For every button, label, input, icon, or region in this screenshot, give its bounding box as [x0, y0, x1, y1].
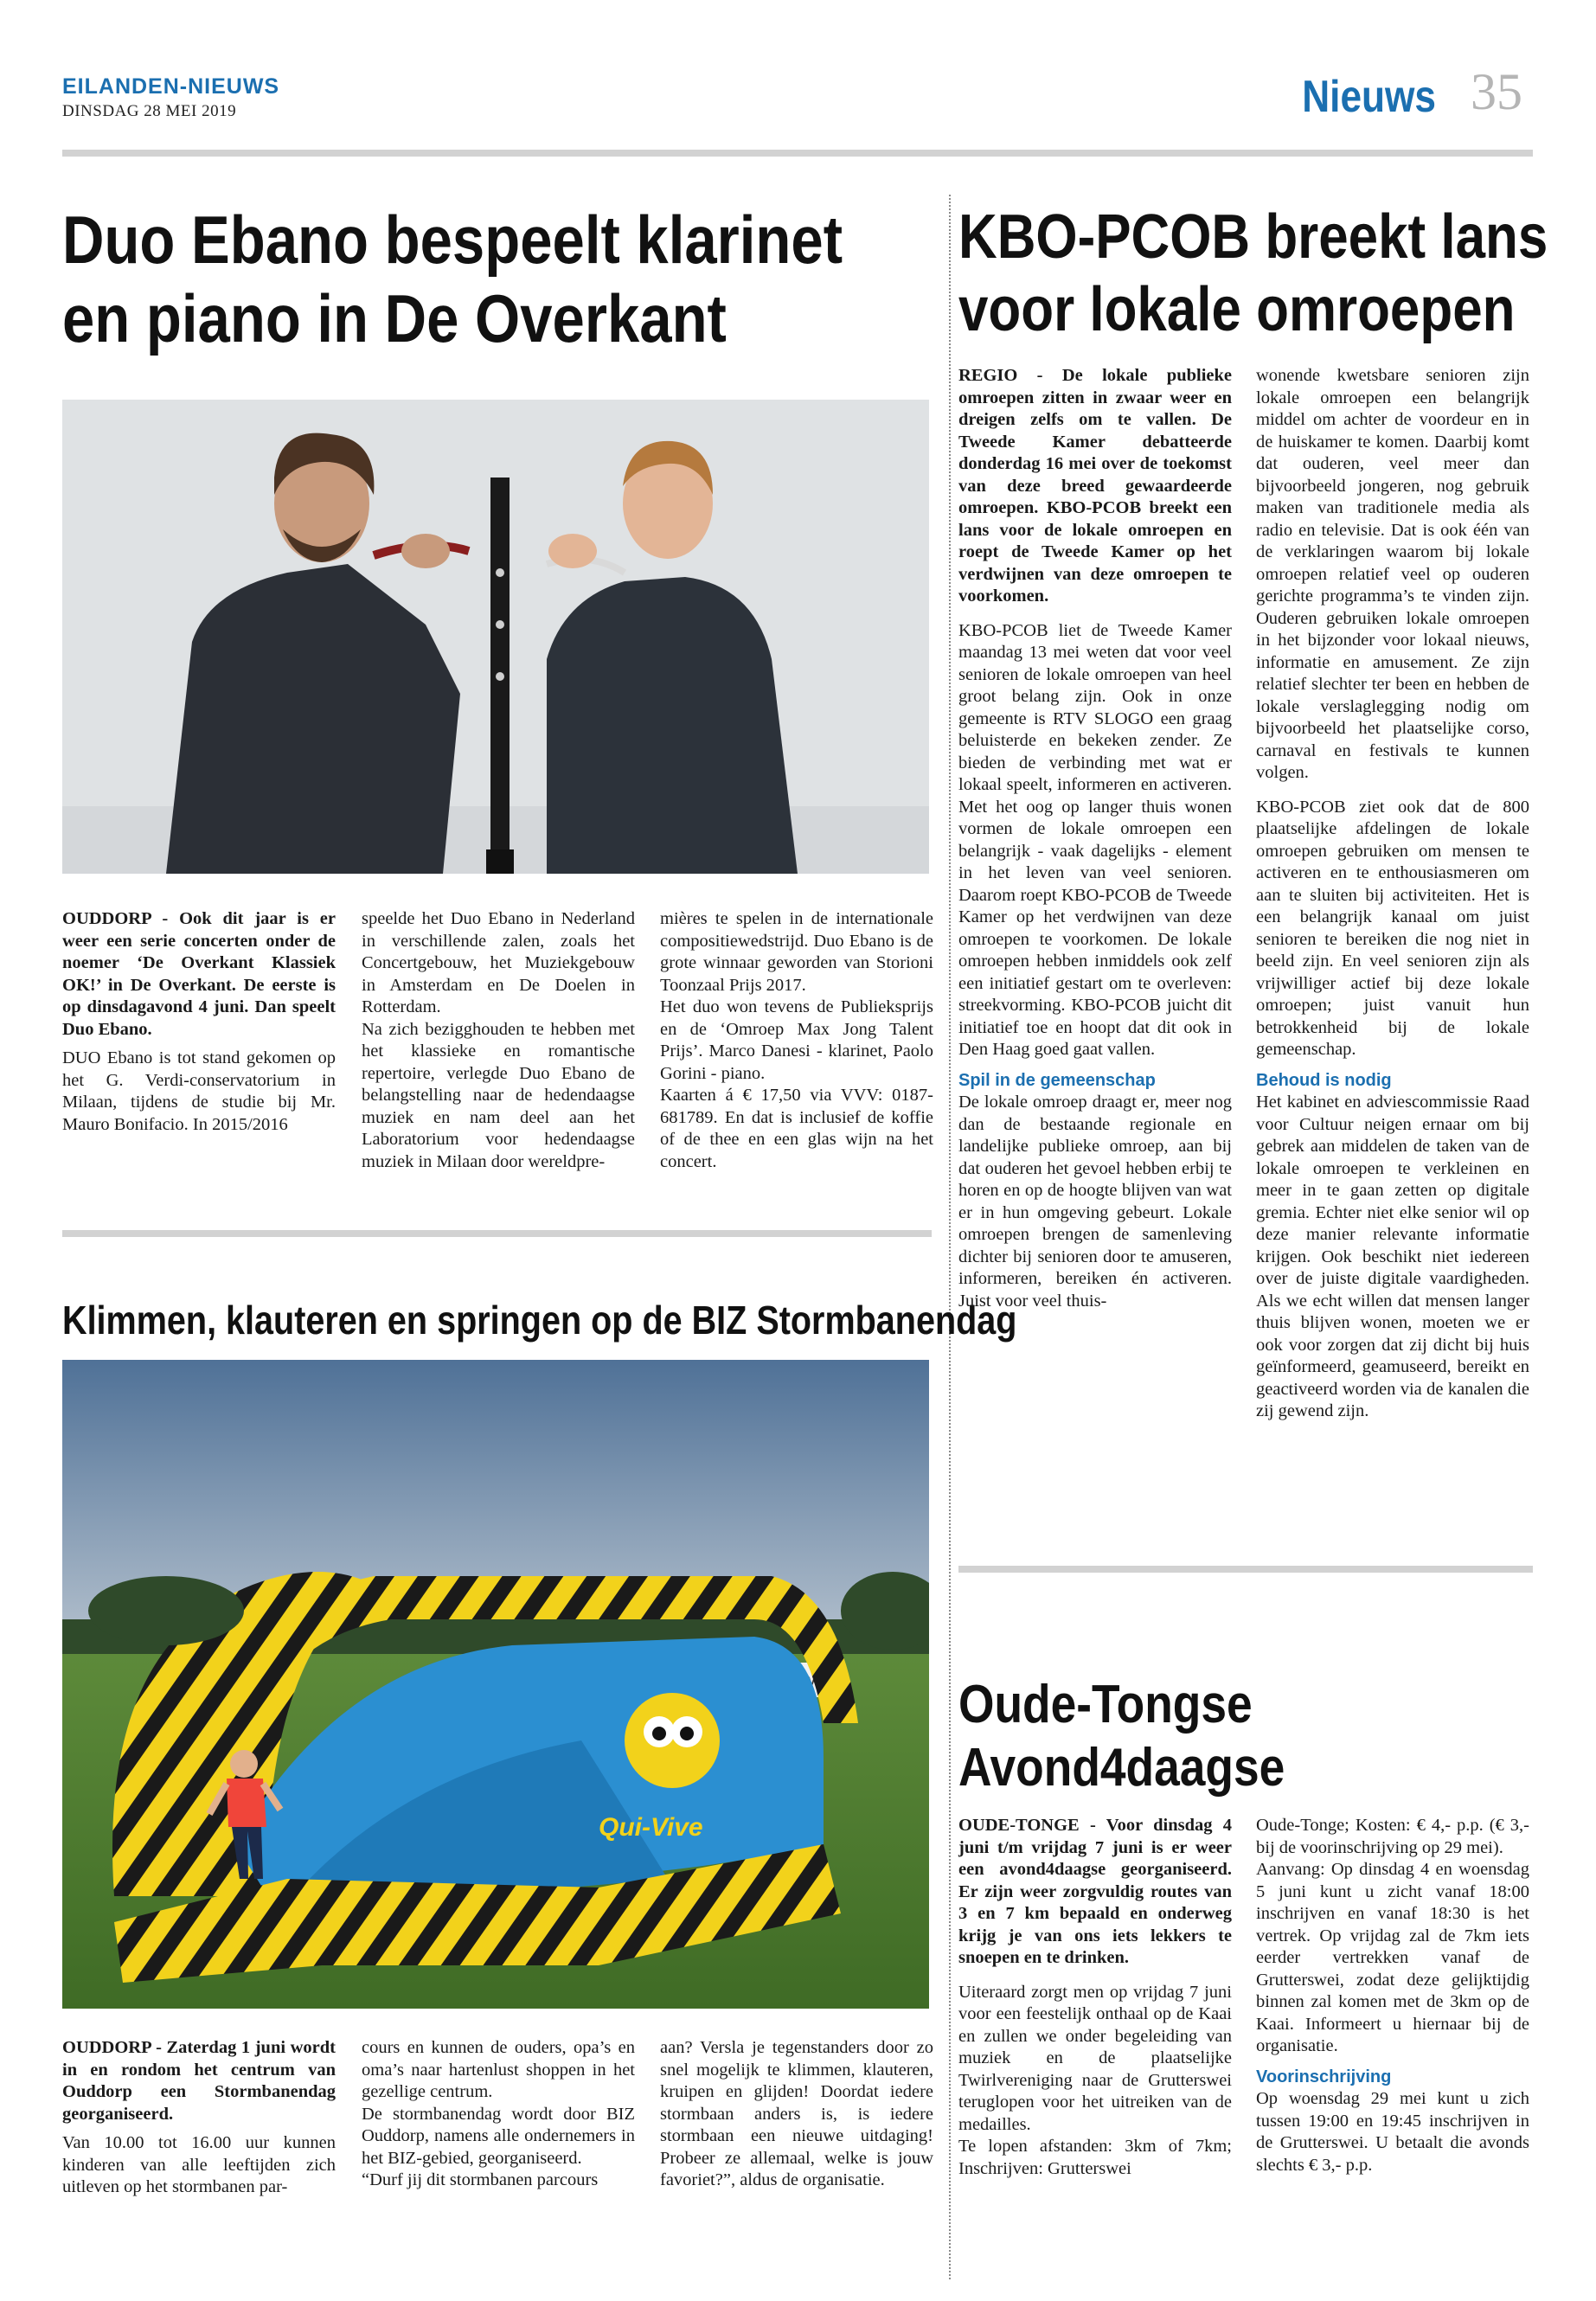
article4-body-col2-p2: Aanvang: Op dinsdag 4 en woensdag 5 juni kunt u zicht vanaf 18:00 inschrijven en vanaf 18:30 is het vertrek. Op vrijdag zal de 7km iets eerder vertrekken vanaf de Grutterswei, zodat deze gelijktijdig binnen zal komen met de 3km op de Kaai. Informeert u hiernaar bij de organisatie. [1256, 1860, 1529, 2055]
article3-lead: REGIO - De lokale publieke omroepen zitten in zwaar weer en dreigen zelfs om te vallen. De Tweede Kamer debatteerde donderdag 16 mei over de toekomst van deze breed gewaardeerde omroepen. KBO-PCOB breekt een lans voor de lokale omroepen en roept de Tweede Kamer op het verdwijnen van deze omroepen te voorkomen. [958, 366, 1232, 606]
article2-column2 [362, 2037, 635, 2199]
article3-body-col2-p2: KBO-PCOB ziet ook dat de 800 plaatselijke afdelingen de lokale omroepen gebruiken om mensen te activeren en te enthousiasmeren om aan te sluiten bij activiteiten. Het is een belangrijk kanaal om juist senioren te bereiken die nog niet in beeld zijn. En veel senioren zijn als vrijwilliger actief bij deze lokale omroepen; juist vanuit hun betrokkenheid bij de lokale gemeenschap. [1256, 797, 1529, 1059]
article2-body-col1: Van 10.00 tot 16.00 uur kunnen kinderen van alle leeftijden zich uitleven op het stormbanen par- [62, 2133, 336, 2196]
article4-body-col2-p1: Oude-Tonge; Kosten: € 4,- p.p. (€ 3,- bij de voorinschrijving op 29 mei). [1256, 1816, 1529, 1857]
masthead: EILANDEN-NIEUWS [62, 74, 280, 99]
article3-body-col1-p2: De lokale omroep draagt er, meer nog dan de bestaande regionale en landelijke publieke omroep, aan bij dat ouderen het gevoel hebben erbij te horen en op de hoogte blijven van wat er in hun omgeving gebeurt. Lokale omroepen brengen de samenleving dichter bij senioren door te amuseren, informeren, bereiken én activeren. Juist voor veel thuis- [958, 1093, 1232, 1311]
article3-subhead-spil: Spil in de gemeenschap [958, 1070, 1156, 1090]
article-divider [62, 1230, 932, 1237]
article2-body-col2-p1: cours en kunnen de ouders, opa’s en oma’s naar hartenlust shoppen in het gezellige centrum. [362, 2038, 635, 2101]
article3-body-col2-p3: Het kabinet en adviescommissie Raad voor Cultuur neigen ernaar om bij gebrek aan middelen de taken van de lokale omroepen te verkleinen en meer in te gaan zetten op digitale gremia. Echter niet elke senior wil op deze manier relevante informatie krijgen. Ook beschikt niet iedereen over de juiste digitale vaardigheden. Als we echt willen dat mensen langer thuis blijven wonen, moeten we er ook voor zorgen dat zij dicht bij huis geïnformeerd, geamuseerd, bereikt en geactiveerd worden via de kanalen die zij gewend zijn. [1256, 1093, 1529, 1420]
article1-column2 [362, 908, 635, 1180]
section-title: Nieuws [1302, 72, 1436, 122]
article4-column1 [958, 1815, 1232, 2187]
article1-headline [62, 201, 843, 359]
article4-subhead-voorinschrijving: Voorinschrijving [1256, 2067, 1392, 2086]
article2-headline: Klimmen, klauteren en springen op de BIZ Stormbanendag [62, 1298, 1017, 1343]
article1-body-col3-p3: Kaarten á € 17,50 via VVV: 0187-681789. En dat is inclusief de koffie of de thee en een glas wijn na het concert. [660, 1086, 933, 1171]
article4-headline-line1: Oude-Tongse [958, 1675, 1253, 1734]
article4-lead: OUDE-TONGE - Voor dinsdag 4 juni t/m vrijdag 7 juni is er weer een avond4daagse georganiseerd. Er zijn weer zorgvuldig routes van 3 en 7 km bepaald en onderweg krijg je van ons iets lekkers te snoepen en te drinken. [958, 1816, 1232, 1967]
article2-body-col2-p2: De stormbanendag wordt door BIZ Ouddorp, namens alle ondernemers in het BIZ-gebied, georganiseerd. [362, 2104, 635, 2168]
page-number: 35 [1471, 63, 1522, 120]
article3-body-col2-p1: wonende kwetsbare senioren zijn lokale omroepen een belangrijk middel om achter de voordeur en in de huiskamer te komen. Daarbij komt dat ouderen, veel meer dan bijvoorbeeld jongeren, nog gebruik maken van traditionele media als radio en televisie. Dat is ook één van de verklaringen waarom bij lokale omroepen relatief veel op ouderen gerichte programma’s te vinden zijn. Ouderen gebruiken lokale omroepen in het bijzonder voor lokaal nieuws, informatie en amusement. Ze zijn relatief slechter ter been en hebben de lokale verslaglegging nodig om bijvoorbeeld het plaatselijke corso, carnaval en festivals te kunnen volgen. [1256, 366, 1529, 782]
stormbaan-photo [62, 1360, 929, 2009]
article3-body-col1-p1: KBO-PCOB liet de Tweede Kamer maandag 13 mei weten dat voor veel senioren de lokale omroepen van heel groot belang zijn. Ook in onze gemeente is RTV SLOGO een graag beluisterde en bekeken zender. Ze bieden de verbinding met wat er lokaal speelt, informeren en activeren. Met het oog op langer thuis wonen vormen de lokale omroepen een belangrijk - vaak dagelijks - element in het leven van veel senioren. Daarom roept KBO-PCOB de Tweede Kamer op het verdwijnen van deze omroepen te voorkomen. De lokale omroepen hebben inmiddels ook zelf een initiatief gestart om te overleven: streekvorming. KBO-PCOB juicht dit initiatief toe en hoopt dat dit ook in Den Haag goed gaat vallen. [958, 620, 1232, 1059]
article3-headline-line2: voor lokale omroepen [958, 275, 1516, 345]
article4-headline-line2: Avond4daagse [958, 1737, 1285, 1798]
article1-headline-line1: Duo Ebano bespeelt klarinet [62, 202, 843, 278]
photo-logo-text: Qui-Vive [599, 1813, 703, 1842]
article1-body-col2-p1: speelde het Duo Ebano in Nederland in verschillende zalen, zoals het Concertgebouw, het Muziekgebouw in Amsterdam en De Doelen in Rotterdam. [362, 909, 635, 1016]
publication-date: DINSDAG 28 MEI 2019 [62, 102, 237, 120]
article1-column1 [62, 908, 336, 1143]
article1-body-col3-p1: mières te spelen in de internationale compositiewedstrijd. Duo Ebano is de grote winnaar geworden van Storioni Toonzaal Prijs 2017. [660, 909, 933, 995]
article1-body-col2-p2: Na zich bezigghouden te hebben met het klassieke en romantische repertoire, verlegde Duo Ebano de belangstelling naar de hedendaagse muziek en nam deel aan het Laboratorium voor hedendaagse muziek in Milaan door wereldpre- [362, 1019, 635, 1171]
column-separator [949, 195, 951, 2279]
article2-column3 [660, 2037, 933, 2199]
header-rule [62, 150, 1533, 157]
article3-column2 [1256, 365, 1529, 1430]
article4-body-col1-p1: Uiteraard zorgt men op vrijdag 7 juni voor een feestelijk onthaal op de Kaai en zullen we onder begeleiding van muziek en de plaatselijke Twirlvereniging naar de Grutterswei teruglopen voor het uitreiken van de medailles. [958, 1982, 1232, 2134]
article1-headline-line2: en piano in De Overkant [62, 280, 727, 357]
article1-body-col1: DUO Ebano is tot stand gekomen op het G. Verdi-conservatorium in Milaan, tijdens de studie bij Mr. Mauro Bonifacio. In 2015/2016 [62, 1048, 336, 1134]
article2-column1 [62, 2037, 336, 2206]
article3-subhead-behoud: Behoud is nodig [1256, 1070, 1392, 1090]
article3-headline [958, 201, 1548, 346]
article4-column2 [1256, 1815, 1529, 2183]
article4-body-col1-p2: Te lopen afstanden: 3km of 7km; Inschrijven: Grutterswei [958, 2137, 1232, 2178]
article1-body-col3-p2: Het duo won tevens de Publieksprijs en de ‘Omroep Max Jong Talent Prijs’. Marco Danesi - klarinet, Paolo Gorini - piano. [660, 997, 933, 1083]
article2-lead: OUDDORP - Zaterdag 1 juni wordt in en rondom het centrum van Ouddorp een Stormbanendag georganiseerd. [62, 2038, 336, 2124]
article1-lead: OUDDORP - Ook dit jaar is er weer een serie concerten onder de noemer ‘De Overkant Klassiek OK!’ in De Overkant. De eerste is op dinsdagavond 4 juni. Dan speelt Duo Ebano. [62, 909, 336, 1039]
article2-body-col2-p3: “Durf jij dit stormbanen parcours [362, 2170, 599, 2189]
article1-column3 [660, 908, 933, 1180]
article-divider-right [958, 1566, 1533, 1573]
article3-headline-line1: KBO-PCOB breekt lans [958, 202, 1548, 272]
article4-headline [958, 1674, 1285, 1799]
article4-body-col2-p3: Op woensdag 29 mei kunt u zich tussen 19:00 en 19:45 inschrijven in de Grutterswei. U betaalt die avonds slechts € 3,- p.p. [1256, 2089, 1529, 2175]
article2-body-col3: aan? Versla je tegenstanders door zo snel mogelijk te klimmen, klauteren, kruipen en glijden! Doordat iedere stormbaan anders is, is iedere stormbaan een nieuwe uitdaging! Probeer ze allemaal, welke is jouw favoriet?”, aldus de organisatie. [660, 2038, 933, 2189]
duo-ebano-photo [62, 400, 929, 874]
article3-column1 [958, 365, 1232, 1319]
